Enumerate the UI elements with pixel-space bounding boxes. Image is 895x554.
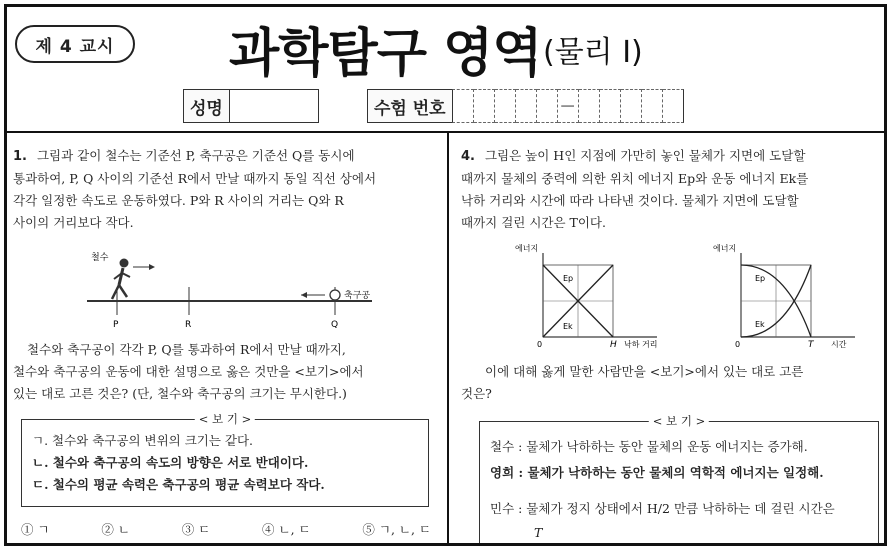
q1-bogi-item: ㄱ. 철수와 축구공의 변위의 크기는 같다. (32, 433, 254, 448)
q1-bogi-title: < 보 기 > (195, 411, 255, 427)
name-field-group (183, 89, 319, 123)
q1-line: 1. 그림과 같이 철수는 기준선 P, 축구공은 기준선 Q를 동시에 (13, 148, 355, 164)
graph2-ek-label: Ek (755, 320, 765, 329)
runner-label: 철수 (91, 253, 109, 263)
q4-bogi-title: < 보 기 > (649, 413, 709, 429)
exam-number-label: 수험 번호 (367, 89, 452, 123)
graph1-ylabel: 에너지 (515, 244, 539, 253)
name-label: 성명 (183, 89, 229, 123)
graph2-ylabel: 에너지 (713, 244, 737, 253)
answer-choice-2[interactable]: ② ㄴ (101, 522, 130, 537)
label-q: Q (331, 320, 339, 329)
q1-figure (67, 243, 397, 329)
graph2-ep-label: Ep (755, 274, 766, 283)
q4-line: 4. 그림은 높이 H인 지점에 가만히 놓인 물체가 지면에 도달할 (461, 148, 806, 164)
energy-vs-distance-graph (507, 241, 687, 351)
page-title: 과학탐구 영역 (229, 24, 542, 84)
exam-number-digit[interactable] (474, 89, 495, 123)
label-p: P (113, 320, 119, 329)
exam-number-digit[interactable] (642, 89, 663, 123)
q4-line: 때까지 걸린 시간은 T이다. (461, 215, 606, 230)
exam-number-digit[interactable] (579, 89, 600, 123)
graph2-xlabel: 시간 (831, 340, 847, 349)
q4-question-line: 것은? (461, 386, 492, 401)
runner-figure (112, 259, 130, 300)
exam-number-digit[interactable] (516, 89, 537, 123)
label-r: R (185, 320, 192, 329)
q1-line: 각각 일정한 속도로 운동하였다. P와 R 사이의 거리는 Q와 R (13, 193, 344, 208)
graph2-origin: 0 (735, 340, 741, 349)
q1-bogi-box (21, 412, 429, 507)
exam-number-separator: — (558, 89, 579, 123)
column-divider (447, 131, 449, 543)
soccer-ball (330, 290, 340, 300)
q1-number: 1. (13, 149, 27, 164)
q1-stem (13, 145, 438, 234)
q1-bogi-item: ㄷ. 철수의 평균 속력은 축구공의 평균 속력보다 작다. (32, 477, 325, 492)
q4-bogi-item: 철수 : 물체가 낙하하는 동안 물체의 운동 에너지는 증가해. (490, 439, 808, 454)
exam-number-group (367, 89, 684, 123)
session-badge: 제 4 교시 (15, 25, 135, 63)
q1-question-line: 있는 대로 고른 것은? (단, 철수와 축구공의 크기는 무시한다.) (13, 386, 347, 401)
q1-question (13, 339, 438, 405)
q1-question-line: 철수와 축구공의 운동에 대한 설명으로 옳은 것만을 <보기>에서 (13, 364, 364, 379)
page-subtitle: (물리 I) (543, 35, 643, 70)
exam-number-digit[interactable] (600, 89, 621, 123)
header-divider (7, 131, 884, 133)
name-input-box[interactable] (229, 89, 319, 123)
graph1-xmax: H (610, 340, 617, 350)
q4-line: 낙하 거리와 시간에 따라 나타낸 것이다. 물체가 지면에 도달할 (461, 193, 799, 208)
exam-number-digit[interactable] (452, 89, 474, 123)
answer-choice-4[interactable]: ④ ㄴ, ㄷ (262, 522, 311, 537)
q1-question-line: 철수와 축구공이 각각 P, Q를 통과하여 R에서 만날 때까지, (27, 342, 346, 357)
exam-number-digit[interactable] (495, 89, 516, 123)
q4-bogi-item: 민수 : 물체가 정지 상태에서 H/2 만큼 낙하하는 데 걸린 시간은 (490, 501, 835, 516)
q1-line: 사이의 거리보다 작다. (13, 215, 134, 230)
graph1-ek-label: Ek (563, 322, 573, 331)
exam-page (4, 4, 887, 546)
q4-number: 4. (461, 149, 475, 164)
graph1-xlabel: 낙하 거리 (624, 340, 658, 349)
q4-line: 때까지 물체의 중력에 의한 위치 에너지 Ep와 운동 에너지 Ek를 (461, 171, 809, 186)
answer-choice-3[interactable]: ③ ㄷ (181, 522, 211, 537)
q4-question (461, 361, 879, 405)
q4-bogi-box (479, 414, 879, 546)
exam-number-digit[interactable] (663, 89, 684, 123)
ball-arrowhead (301, 292, 307, 298)
graph2-xmax: T (808, 340, 814, 350)
ball-label: 축구공 (344, 291, 371, 301)
exam-number-digit[interactable] (537, 89, 558, 123)
q1-line: 통과하여, P, Q 사이의 기준선 R에서 만날 때까지 동일 직선 상에서 (13, 171, 377, 186)
q4-question-line: 이에 대해 옳게 말한 사람만을 <보기>에서 있는 대로 고른 (485, 364, 804, 379)
q4-bogi-item: 영희 : 물체가 낙하하는 동안 물체의 역학적 에너지는 일정해. (490, 465, 824, 480)
q4-bogi-item: T (534, 525, 543, 540)
graph1-origin: 0 (537, 340, 543, 349)
answer-choice-5[interactable]: ⑤ ㄱ, ㄴ, ㄷ (362, 522, 431, 537)
q4-stem (461, 145, 879, 234)
graph1-ep-label: Ep (563, 274, 574, 283)
exam-number-digit[interactable] (621, 89, 642, 123)
energy-vs-time-graph (705, 241, 875, 351)
runner-arrowhead (149, 264, 155, 270)
q1-bogi-item: ㄴ. 철수와 축구공의 속도의 방향은 서로 반대이다. (32, 455, 309, 470)
answer-choice-1[interactable]: ① ㄱ (21, 522, 50, 537)
q1-answer-choices (21, 520, 431, 538)
